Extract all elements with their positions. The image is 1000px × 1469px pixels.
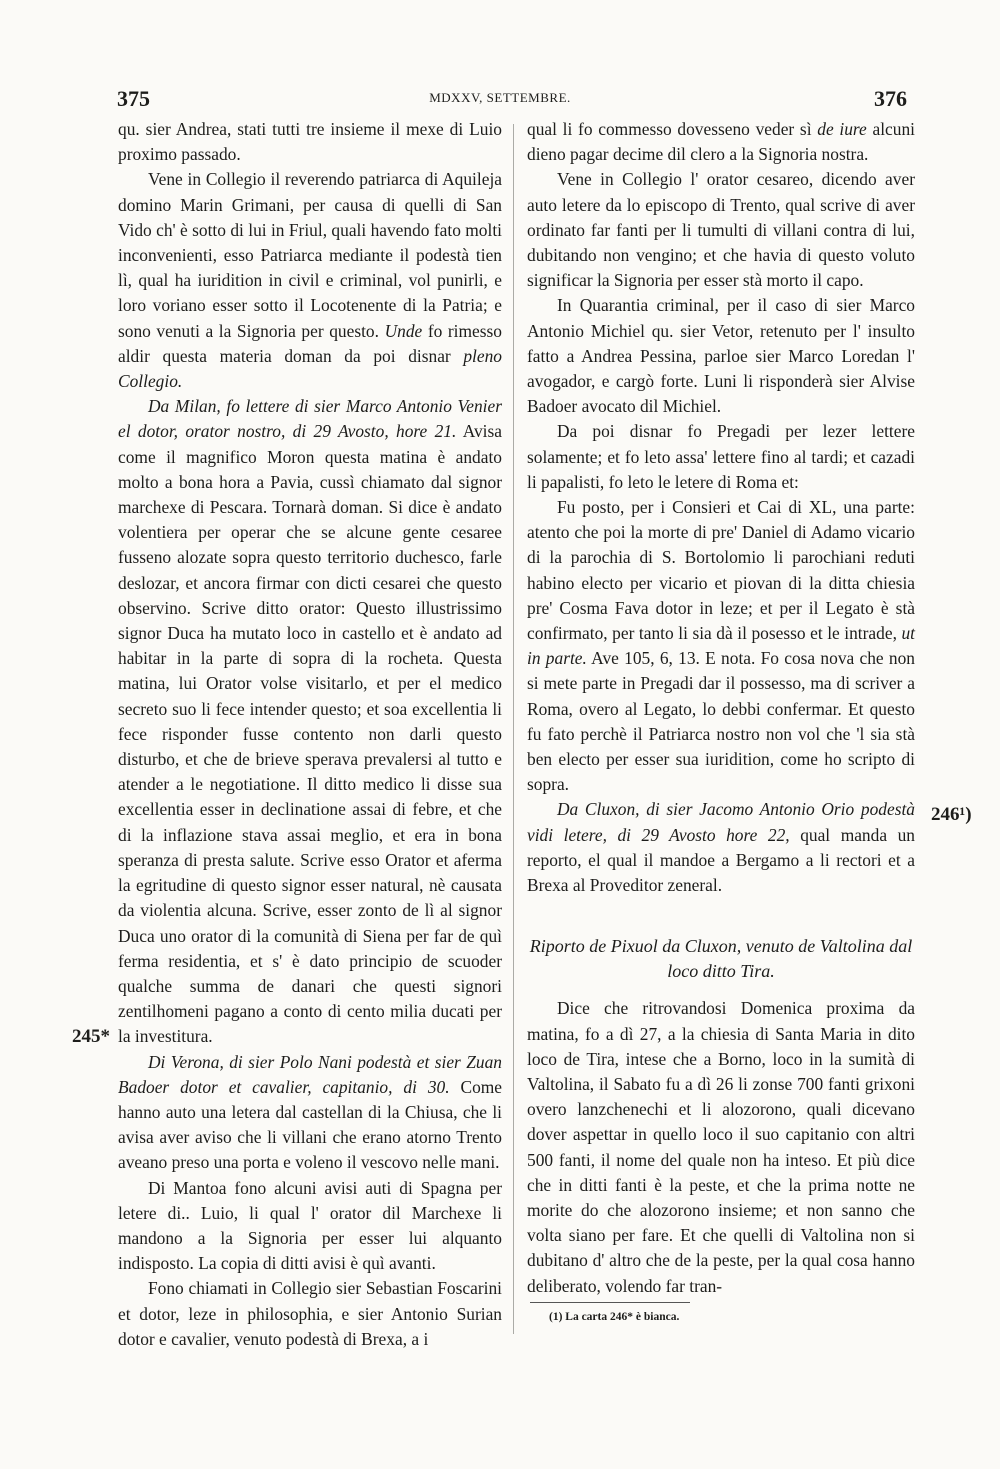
paragraph-text: qu. sier Andrea, stati tutti tre insieme il mexe di Luio proximo passado.	[118, 119, 502, 165]
paragraph	[527, 797, 915, 898]
paragraph-text: fo rimesso aldir questa materia doman da poi disnar	[118, 320, 502, 366]
italic-text: Unde	[384, 320, 423, 341]
paragraph-text: Vene in Collegio il reverendo patriarca di Aquileja domino Marin Grimani, per causa di quelli di San Vido ch' è sotto di lui in Friul, quali havendo fato molti inconvenienti, esso Patriarca mediante il podestà tien lì, qual ha iuridition in civil e criminal, vol punirli, e loro voriano esser sotto il Locotenente di la Patria; e sono venuti a la Signoria per questo.	[118, 169, 502, 341]
paragraph	[118, 117, 502, 167]
running-head: MDXXV, SETTEMBRE.	[429, 90, 571, 105]
dispatch-lead: Da Cluxon, di sier Jacomo Antonio Orio podestà vidi letere, di 29 Avosto hore 22,	[527, 799, 915, 845]
paragraph-text: Fono chiamati in Collegio sier Sebastian Foscarini et dotor, leze in philosophia, e sier Antonio Surian dotor e cavalier, venuto podestà di Brexa, a i	[118, 1278, 502, 1349]
paragraph-text: Avisa come il magnifico Moron questa matina è andato molto a bona hora a Pavia, cussì chiamato dal signor marchexe di Pescara. Tornarà doman. Si dice è andato volentiera per operar che se alcune gente cesaree fusseno alozate sopra questo territorio duchesco, farle deslozar, et ancora firmar con dicti cesarei che questo observino. Scrive ditto orator: Questo illustrissimo signor Duca ha mutato loco in castello et è andato ad habitar in la parte di sopra di la rocheta. Questa matina, lui Orator volse visitarlo, et per el medico secreto suo li fece intender questo; et soa excellentia li fece risponder fusse contento non darli questo disturbo, et che de brieve sperava prevalersi al tutto e atender a le negotiatione. Il ditto medico li disse sua excellentia esser in declinatione assai di febre, et che di la inflazione stava assai meglio, et era in bona speranza di presta salute. Scrive esso Orator et aferma la egritudine di questo signor esser natural, nè causata da violentia alcuna. Scrive, esser zonto de lì al signor Duca uno orator di la comunità di Siena per far de quì ferma residentia, et s' è dato principio de scuoder qualche summa de danari che questi signori zentilhomeni pagano a conto di cento milia ducati per la investitura.	[118, 421, 502, 1047]
paragraph	[118, 1276, 502, 1352]
italic-text: de iure	[817, 119, 867, 139]
paragraph-text: Ave 105, 6, 13. E nota. Fo cosa nova che non si mete parte in Pregadi dar il possesso, ma di scriver a Roma, overo al Legato, lo debbi confermar. Et questo fu fato perchè il Patriarca nostro non vol che 'l sia stà ben electo per esser sua iuridition, come ho scripto di sopra.	[527, 648, 915, 795]
dispatch-lead: Da Milan, fo lettere di sier Marco Antonio Venier el dotor, orator nostro, di 29 Avosto, hore 21.	[118, 396, 502, 442]
paragraph-text: Vene in Collegio l' orator cesareo, dicendo aver auto letere da lo episcopo di Trento, qual scrive di aver ordinato far fanti per li tumulti di villani contra di lui, dubitando non vengino; et che havia di questo voluto significar la Signoria per esser stà morto il capo.	[527, 169, 915, 291]
paragraph	[527, 996, 915, 1298]
paragraph-text: Di Mantoa fono alcuni avisi auti di Spagna per letere di.. Luio, li qual l' orator dil Marchexe li mandono a la Signoria per esser lui alquanto indisposto. La copia di ditti avisi è quì avanti.	[118, 1177, 502, 1274]
margin-note-left: 245*	[72, 1026, 110, 1047]
page-number-right: 376	[874, 86, 907, 111]
footnote: (1) La carta 246* è bianca.	[549, 1311, 680, 1323]
paragraph	[118, 394, 502, 1049]
italic-text: pleno Collegio.	[118, 345, 502, 392]
paragraph-text: Dice che ritrovandosi Domenica proxima da matina, fo a dì 27, a la chiesia di Santa Maria in dito loco de Tira, intese che a Borno, loco in la sumità di Valtolina, il Sabato fu a dì 26 li zonse 700 fanti grixoni overo lanzchenechi et li alozorono, quali dicevano dover aspettar in quello loco il suo capitanio con altri 500 fanti, il nome del quale non ha inteso. Et più dice che in ditti fanti è la peste, et che la prima notte ne morite do che alozorono insieme; et non sanno che volta siano per fare. Et che quelli di Valtolina non si dubitano d' altro che de la peste, per la qual cosa hanno deliberato, volendo far tran-	[527, 998, 915, 1296]
right-column	[527, 117, 915, 1299]
margin-note-right: 246¹)	[931, 804, 972, 825]
italic-text: ut in parte.	[527, 623, 915, 669]
paragraph	[118, 1050, 502, 1176]
paragraph	[527, 495, 915, 797]
page-number-left: 375	[117, 86, 150, 111]
left-column	[118, 117, 502, 1352]
section-heading: Riporto de Pixuol da Cluxon, venuto de Valtolina dal loco ditto Tira.	[529, 936, 913, 982]
column-divider	[513, 124, 514, 1334]
paragraph	[118, 1176, 502, 1277]
paragraph-text: qual manda un reporto, el qual il mandoe a Bergamo a li rectori et a Brexa al Proveditor zeneral.	[527, 824, 915, 896]
paragraph-text: alcuni dieno pagar decime dil clero a la Signoria nostra.	[527, 119, 915, 165]
dispatch-lead: Di Verona, di sier Polo Nani podestà et sier Zuan Badoer dotor et cavalier, capitanio, di 30.	[118, 1051, 502, 1097]
paragraph	[527, 167, 915, 293]
footnote-divider	[530, 1302, 690, 1303]
paragraph	[527, 293, 915, 419]
paragraph	[118, 167, 502, 394]
paragraph-text: qual li fo commesso dovesseno veder sì	[527, 119, 818, 139]
paragraph-text: In Quarantia criminal, per il caso di sier Marco Antonio Michiel qu. sier Vetor, retenuto per l' insulto fatto a Andrea Pessina, parloe sier Marco Loredan l' avogador, e cargò forte. Luni li risponderà sier Alvise Badoer avocato dil Michiel.	[527, 295, 915, 417]
paragraph-text: Fu posto, per i Consieri et Cai di XL, una parte: atento che poi la morte di pre' Daniel di Adamo vicario di la parochia di S. Bortolomio li parochiani reduti habino electo per vicario et piovan di la ditta chiesia pre' Cosma Fava dotor in leze; et per il Legato è stà confirmato, per tanto li sia dà il posesso et le intrade,	[527, 497, 915, 644]
paragraph-text: Da poi disnar fo Pregadi per lezer lettere solamente; et fo leto assa' lettere fino al tardi; et cazadi li papalisti, fo leto le letere di Roma et:	[527, 421, 915, 492]
paragraph	[527, 419, 915, 495]
paragraph-text: Come hanno auto una letera dal castellan di la Chiusa, che li avisa aver aviso che li villani che erano atorno Trento aveano preso una porta e voleno il vescovo nelle mani.	[118, 1076, 503, 1173]
paragraph	[527, 117, 915, 167]
